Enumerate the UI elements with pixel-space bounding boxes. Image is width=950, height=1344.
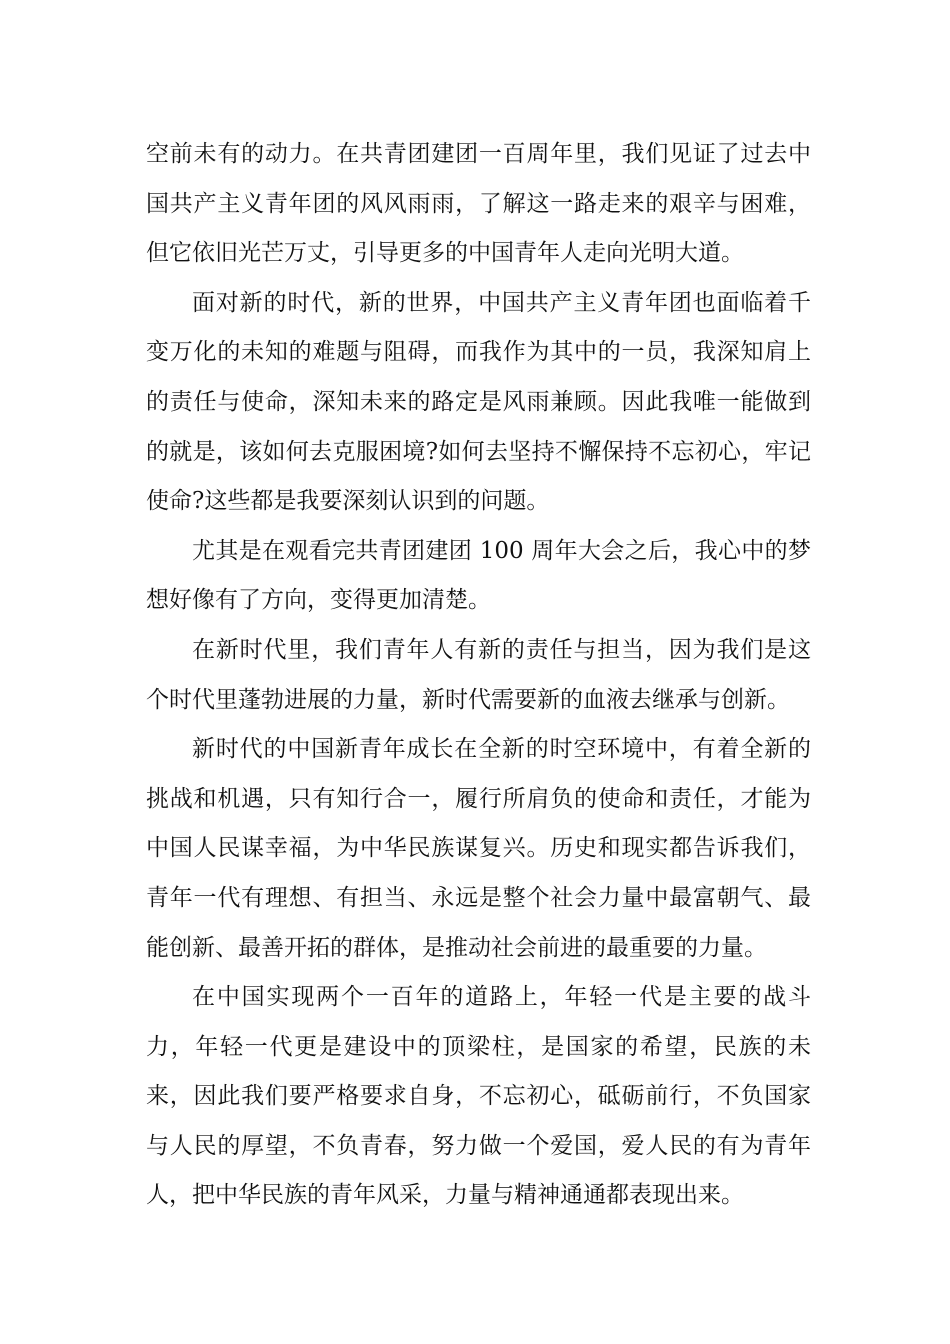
paragraph: 尤其是在观看完共青团建团 100 周年大会之后，我心中的梦想好像有了方向，变得更加清楚。 xyxy=(146,537,811,614)
document-body xyxy=(146,130,811,1221)
paragraph: 面对新的时代，新的世界，中国共产主义青年团也面临着千变万化的未知的难题与阻碍，而我作为其中的一员，我深知肩上的责任与使命，深知未来的路定是风雨兼顾。因此我唯一能做到的就是，该如何去克服困境?如何去坚持不懈保持不忘初心，牢记使命?这些都是我要深刻认识到的问题。 xyxy=(146,289,811,515)
paragraph: 新时代的中国新青年成长在全新的时空环境中，有着全新的挑战和机遇，只有知行合一，履行所肩负的使命和责任，才能为中国人民谋幸福，为中华民族谋复兴。历史和现实都告诉我们，青年一代有理想、有担当、永远是整个社会力量中最富朝气、最能创新、最善开拓的群体，是推动社会前进的最重要的力量。 xyxy=(146,736,811,961)
paragraph-continuation: 空前未有的动力。在共青团建团一百周年里，我们见证了过去中国共产主义青年团的风风雨雨，了解这一路走来的艰辛与困难，但它依旧光芒万丈，引导更多的中国青年人走向光明大道。 xyxy=(146,141,811,267)
paragraph: 在中国实现两个一百年的道路上，年轻一代是主要的战斗力，年轻一代更是建设中的顶梁柱，是国家的希望，民族的未来，因此我们要严格要求自身，不忘初心，砥砺前行，不负国家与人民的厚望，不负青春，努力做一个爱国，爱人民的有为青年人，把中华民族的青年风采，力量与精神通通都表现出来。 xyxy=(146,984,811,1209)
paragraph: 在新时代里，我们青年人有新的责任与担当，因为我们是这个时代里蓬勃进展的力量，新时代需要新的血液去继承与创新。 xyxy=(146,636,811,713)
